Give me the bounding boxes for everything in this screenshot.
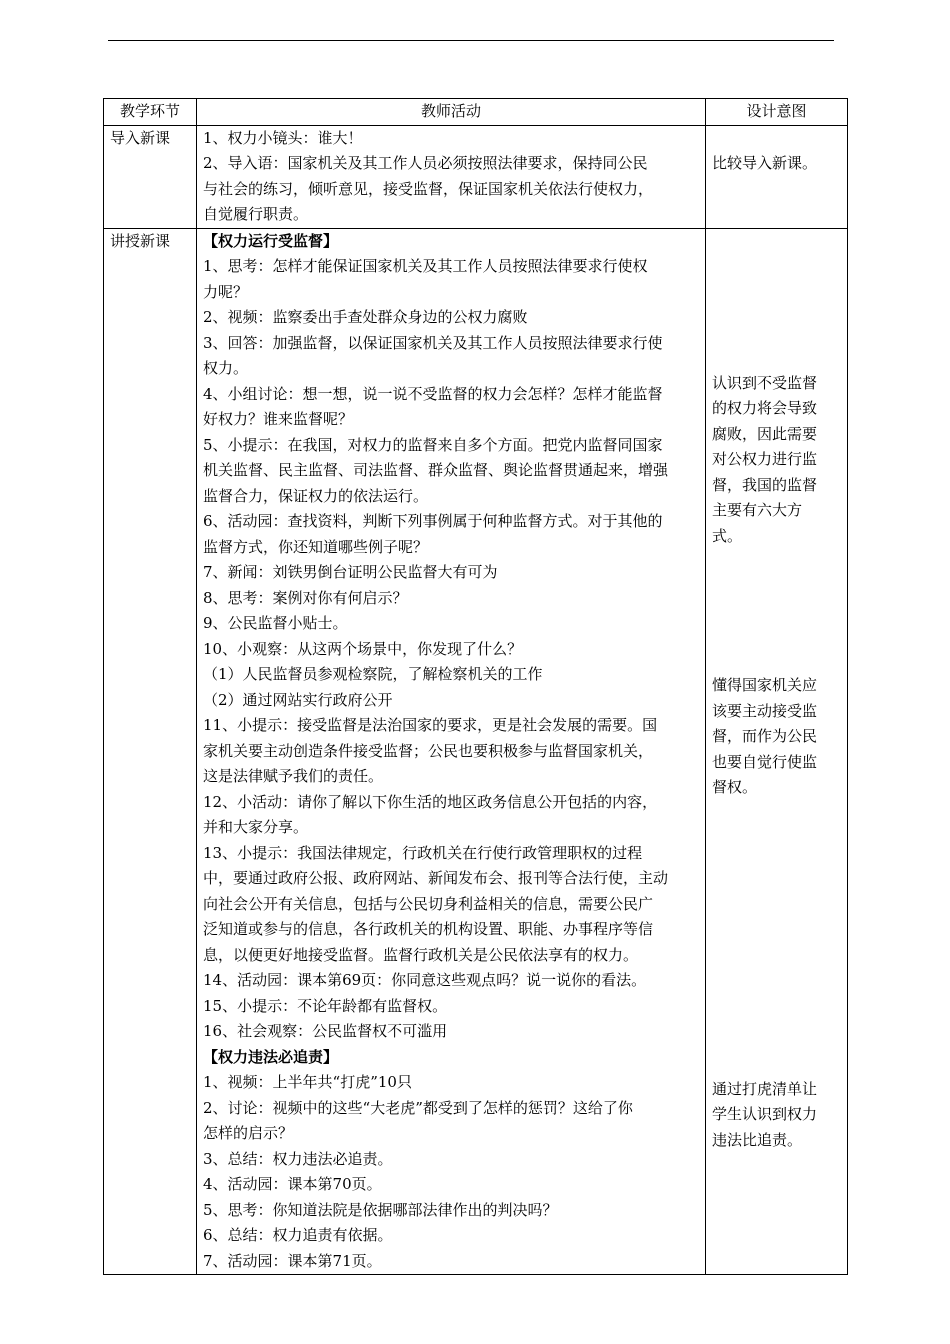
header-teacher-activity: 教师活动 — [197, 99, 706, 126]
intent-line: 的权力将会导致 — [712, 399, 818, 417]
activity-line: 1、视频：上半年共“打虎”10只 — [203, 1073, 412, 1091]
activity-line: 3、总结：权力违法必追责。 — [203, 1149, 393, 1168]
lesson-row — [104, 228, 848, 1275]
intent-line: 认识到不受监督 — [712, 373, 818, 392]
activity-line: 9、公民监督小贴士。 — [203, 614, 348, 632]
activity-line: 泛知道或参与的信息，各行政机关的机构设置、职能、办事程序等信 — [203, 920, 654, 938]
activity-line: 怎样的启示？ — [203, 1124, 294, 1142]
intent-line: 主要有六大方 — [712, 501, 803, 519]
activity-line: 16、社会观察：公民监督权不可滥用 — [203, 1022, 448, 1040]
activity-line: 11、小提示：接受监督是法治国家的要求，更是社会发展的需要。国 — [203, 716, 658, 734]
intent-line: 腐败，因此需要 — [712, 424, 818, 443]
activity-line: 家机关要主动创造条件接受监督；公民也要积极参与监督国家机关， — [203, 741, 654, 760]
intro-line: 2、导入语：国家机关及其工作人员必须按照法律要求，保持同公民 — [203, 154, 648, 172]
lesson-intent — [706, 228, 848, 1275]
intro-line: 与社会的练习，倾听意见，接受监督，保证国家机关依法行使权力， — [203, 179, 654, 198]
intent-line: 对公权力进行监 — [712, 450, 818, 468]
intro-line: 自觉履行职责。 — [203, 205, 309, 223]
intent-line: 也要自觉行使监 — [712, 752, 818, 771]
intent-line: 违法比追责。 — [712, 1130, 803, 1149]
activity-line: 5、小提示：在我国，对权力的监督来自多个方面。把党内监督同国家 — [203, 435, 663, 454]
section-title-accountability: 【权力违法必追责】 — [203, 1047, 339, 1066]
section-title-supervision: 【权力运行受监督】 — [203, 231, 339, 250]
activity-line: 1、思考：怎样才能保证国家机关及其工作人员按照法律要求行使权 — [203, 257, 648, 275]
activity-line: 并和大家分享。 — [203, 818, 309, 836]
intent-line: 通过打虎清单让 — [712, 1079, 818, 1098]
intro-row — [104, 125, 848, 228]
intent-line: 督，我国的监督 — [712, 475, 818, 494]
activity-line: 向社会公开有关信息，包括与公民切身利益相关的信息，需要公民广 — [203, 894, 654, 913]
activity-line: 4、小组讨论：想一想，说一说不受监督的权力会怎样？怎样才能监督 — [203, 384, 663, 403]
intent-line: 式。 — [712, 526, 743, 545]
header-design-intent: 设计意图 — [706, 99, 848, 126]
activity-line: （2）通过网站实行政府公开 — [203, 690, 393, 709]
header-rule — [108, 40, 834, 41]
activity-line: 15、小提示：不论年龄都有监督权。 — [203, 996, 448, 1015]
intent-block-accept-supervision — [712, 673, 841, 801]
activity-line: 6、活动园：查找资料，判断下列事例属于何种监督方式。对于其他的 — [203, 512, 663, 530]
intro-intent — [706, 125, 848, 228]
lesson-plan-table — [103, 98, 848, 1275]
activity-line: 7、新闻：刘铁男倒台证明公民监督大有可为 — [203, 563, 498, 581]
activity-line: 12、小活动：请你了解以下你生活的地区政务信息公开包括的内容， — [203, 792, 658, 811]
activity-line: 2、讨论：视频中的这些“大老虎”都受到了怎样的惩罚？这给了你 — [203, 1098, 633, 1117]
intro-activities — [197, 125, 706, 228]
activity-line: 好权力？谁来监督呢？ — [203, 410, 354, 428]
activity-line: 权力。 — [203, 359, 249, 377]
activity-line: 13、小提示：我国法律规定，行政机关在行使行政管理职权的过程 — [203, 843, 643, 862]
activity-line: 息，以便更好地接受监督。监督行政机关是公民依法享有的权力。 — [203, 945, 639, 964]
intro-line: 1、权力小镜头：谁大！ — [203, 128, 363, 147]
activity-line: （1）人民监督员参观检察院，了解检察机关的工作 — [203, 665, 543, 683]
lesson-activities — [197, 228, 706, 1275]
intent-line: 督权。 — [712, 778, 758, 796]
activity-line: 中，要通过政府公报、政府网站、新闻发布会、报刊等合法行使，主动 — [203, 869, 669, 887]
activity-line: 14、活动园：课本第69页：你同意这些观点吗？说一说你的看法。 — [203, 971, 647, 989]
activity-line: 2、视频：监察委出手查处群众身边的公权力腐败 — [203, 308, 528, 326]
activity-line: 7、活动园：课本第71页。 — [203, 1251, 382, 1270]
intent-line: 督，而作为公民 — [712, 727, 818, 745]
intro-stage: 导入新课 — [104, 125, 197, 228]
section1-lines — [203, 254, 699, 1045]
activity-line: 监督合力，保证权力的依法运行。 — [203, 486, 429, 505]
header-stage: 教学环节 — [104, 99, 197, 126]
lesson-stage: 讲授新课 — [104, 228, 197, 1275]
section2-lines — [203, 1070, 699, 1274]
intent-block-supervision — [712, 371, 841, 550]
intro-intent-text: 比较导入新课。 — [712, 153, 818, 172]
table-header-row — [104, 99, 848, 126]
intent-line: 懂得国家机关应 — [712, 676, 818, 694]
activity-line: 3、回答：加强监督，以保证国家机关及其工作人员按照法律要求行使 — [203, 333, 663, 352]
activity-line: 6、总结：权力追责有依据。 — [203, 1226, 393, 1244]
intent-line: 学生认识到权力 — [712, 1105, 818, 1123]
activity-line: 10、小观察：从这两个场景中，你发现了什么？ — [203, 639, 523, 658]
activity-line: 这是法律赋予我们的责任。 — [203, 767, 384, 785]
activity-line: 8、思考：案例对你有何启示？ — [203, 588, 408, 607]
intent-line: 该要主动接受监 — [712, 701, 818, 720]
activity-line: 力呢？ — [203, 282, 249, 301]
activity-line: 5、思考：你知道法院是依据哪部法律作出的判决吗？ — [203, 1200, 558, 1219]
intent-block-accountability — [712, 1077, 841, 1154]
activity-line: 4、活动园：课本第70页。 — [203, 1175, 382, 1193]
activity-line: 机关监督、民主监督、司法监督、群众监督、舆论监督贯通起来，增强 — [203, 461, 669, 479]
activity-line: 监督方式，你还知道哪些例子呢？ — [203, 537, 429, 556]
